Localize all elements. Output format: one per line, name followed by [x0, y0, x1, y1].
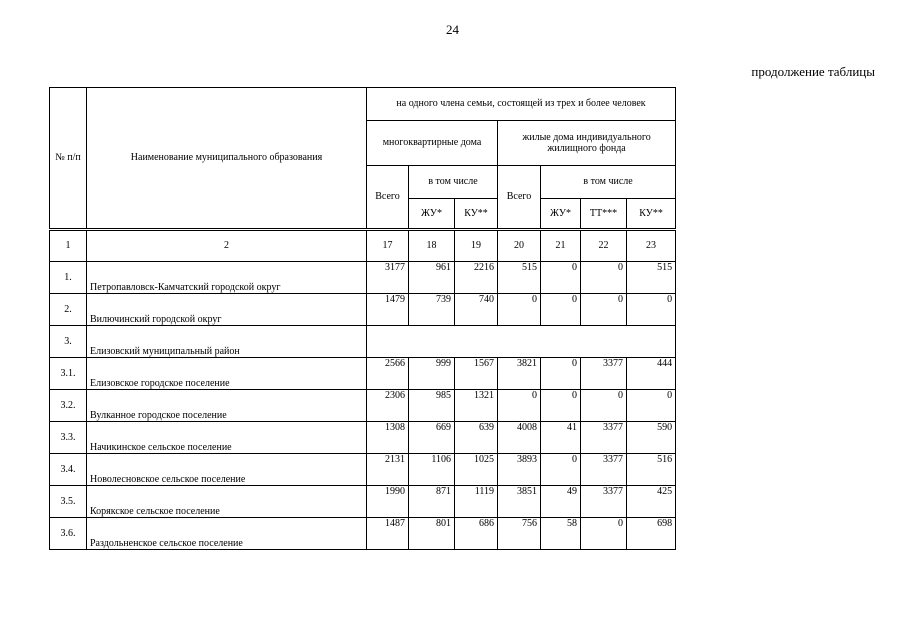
row-value: 639	[455, 422, 498, 454]
header-mkd-including: в том числе	[409, 166, 498, 199]
table-row	[50, 294, 676, 326]
row-value: 1487	[367, 518, 409, 550]
row-value: 41	[541, 422, 581, 454]
header-izhs: жилые дома индивидуального жилищного фонда	[498, 121, 676, 166]
table-row	[50, 262, 676, 294]
row-value: 2566	[367, 358, 409, 390]
table-row	[50, 454, 676, 486]
table-row	[50, 358, 676, 390]
row-value: 0	[541, 294, 581, 326]
row-value: 2216	[455, 262, 498, 294]
row-value: 3821	[498, 358, 541, 390]
header-mkd-zhu: ЖУ*	[409, 199, 455, 230]
header-group: на одного члена семьи, состоящей из трех и более человек	[367, 88, 676, 121]
column-index-cell: 2	[87, 230, 367, 262]
row-num: 3.1.	[50, 358, 87, 390]
row-value: 516	[627, 454, 676, 486]
row-value: 999	[409, 358, 455, 390]
row-value: 0	[627, 294, 676, 326]
header-izhs-tt: ТТ***	[581, 199, 627, 230]
row-value: 669	[409, 422, 455, 454]
row-value: 739	[409, 294, 455, 326]
row-value: 3377	[581, 422, 627, 454]
data-table	[49, 87, 676, 550]
row-value: 0	[541, 390, 581, 422]
header-izhs-total: Всего	[498, 166, 541, 230]
header-izhs-ku: КУ**	[627, 199, 676, 230]
row-value: 801	[409, 518, 455, 550]
row-value: 1119	[455, 486, 498, 518]
header-mkd: многоквартирные дома	[367, 121, 498, 166]
row-value: 3377	[581, 358, 627, 390]
table-row	[50, 518, 676, 550]
column-index-cell: 18	[409, 230, 455, 262]
column-index-row	[50, 230, 676, 262]
row-value: 0	[581, 518, 627, 550]
table-continuation-label: продолжение таблицы	[751, 64, 875, 79]
header-izhs-zhu: ЖУ*	[541, 199, 581, 230]
row-value: 3851	[498, 486, 541, 518]
row-num: 3.2.	[50, 390, 87, 422]
header-izhs-including: в том числе	[541, 166, 676, 199]
row-value: 0	[498, 294, 541, 326]
row-name: Вулканное городское поселение	[87, 390, 367, 422]
table-body	[50, 230, 676, 550]
row-num: 3.6.	[50, 518, 87, 550]
row-name: Петропавловск-Камчатский городской округ	[87, 262, 367, 294]
table-row	[50, 390, 676, 422]
column-index-cell: 17	[367, 230, 409, 262]
table-row	[50, 422, 676, 454]
row-value: 2131	[367, 454, 409, 486]
row-num: 3.5.	[50, 486, 87, 518]
row-value: 961	[409, 262, 455, 294]
row-value: 1308	[367, 422, 409, 454]
table-row	[50, 486, 676, 518]
column-index-cell: 22	[581, 230, 627, 262]
row-value: 3377	[581, 454, 627, 486]
column-index-cell: 21	[541, 230, 581, 262]
row-num: 1.	[50, 262, 87, 294]
row-value: 1025	[455, 454, 498, 486]
row-value: 0	[498, 390, 541, 422]
row-value: 515	[498, 262, 541, 294]
row-value: 1106	[409, 454, 455, 486]
page-number: 24	[446, 22, 459, 37]
row-value: 444	[627, 358, 676, 390]
row-value: 1321	[455, 390, 498, 422]
table-header	[50, 88, 676, 230]
row-name: Елизовский муниципальный район	[87, 326, 367, 358]
row-value: 58	[541, 518, 581, 550]
column-index-cell: 23	[627, 230, 676, 262]
column-index-cell: 20	[498, 230, 541, 262]
row-value: 0	[541, 358, 581, 390]
row-value: 3177	[367, 262, 409, 294]
row-value: 0	[581, 390, 627, 422]
row-name: Вилючинский городской округ	[87, 294, 367, 326]
row-value: 1990	[367, 486, 409, 518]
row-value: 686	[455, 518, 498, 550]
column-index-cell: 1	[50, 230, 87, 262]
row-value: 740	[455, 294, 498, 326]
row-value: 0	[581, 262, 627, 294]
row-value: 515	[627, 262, 676, 294]
row-num: 2.	[50, 294, 87, 326]
row-value: 871	[409, 486, 455, 518]
header-mkd-total: Всего	[367, 166, 409, 230]
row-value: 1479	[367, 294, 409, 326]
row-num: 3.3.	[50, 422, 87, 454]
row-value: 985	[409, 390, 455, 422]
header-num: № п/п	[50, 88, 87, 230]
row-name: Новолесновское сельское поселение	[87, 454, 367, 486]
row-num: 3.	[50, 326, 87, 358]
row-value: 4008	[498, 422, 541, 454]
column-index-cell: 19	[455, 230, 498, 262]
header-mkd-ku: КУ**	[455, 199, 498, 230]
row-value: 590	[627, 422, 676, 454]
row-value: 756	[498, 518, 541, 550]
row-value: 3893	[498, 454, 541, 486]
row-value: 1567	[455, 358, 498, 390]
row-value: 0	[541, 262, 581, 294]
row-empty-span	[367, 326, 676, 358]
row-value: 2306	[367, 390, 409, 422]
row-value: 698	[627, 518, 676, 550]
row-value: 425	[627, 486, 676, 518]
row-name: Корякское сельское поселение	[87, 486, 367, 518]
row-num: 3.4.	[50, 454, 87, 486]
row-value: 3377	[581, 486, 627, 518]
row-name: Начикинское сельское поселение	[87, 422, 367, 454]
row-name: Раздольненское сельское поселение	[87, 518, 367, 550]
row-value: 0	[581, 294, 627, 326]
row-value: 0	[627, 390, 676, 422]
table-row-district	[50, 326, 676, 358]
row-name: Елизовское городское поселение	[87, 358, 367, 390]
header-name: Наименование муниципального образования	[87, 88, 367, 230]
row-value: 49	[541, 486, 581, 518]
row-value: 0	[541, 454, 581, 486]
